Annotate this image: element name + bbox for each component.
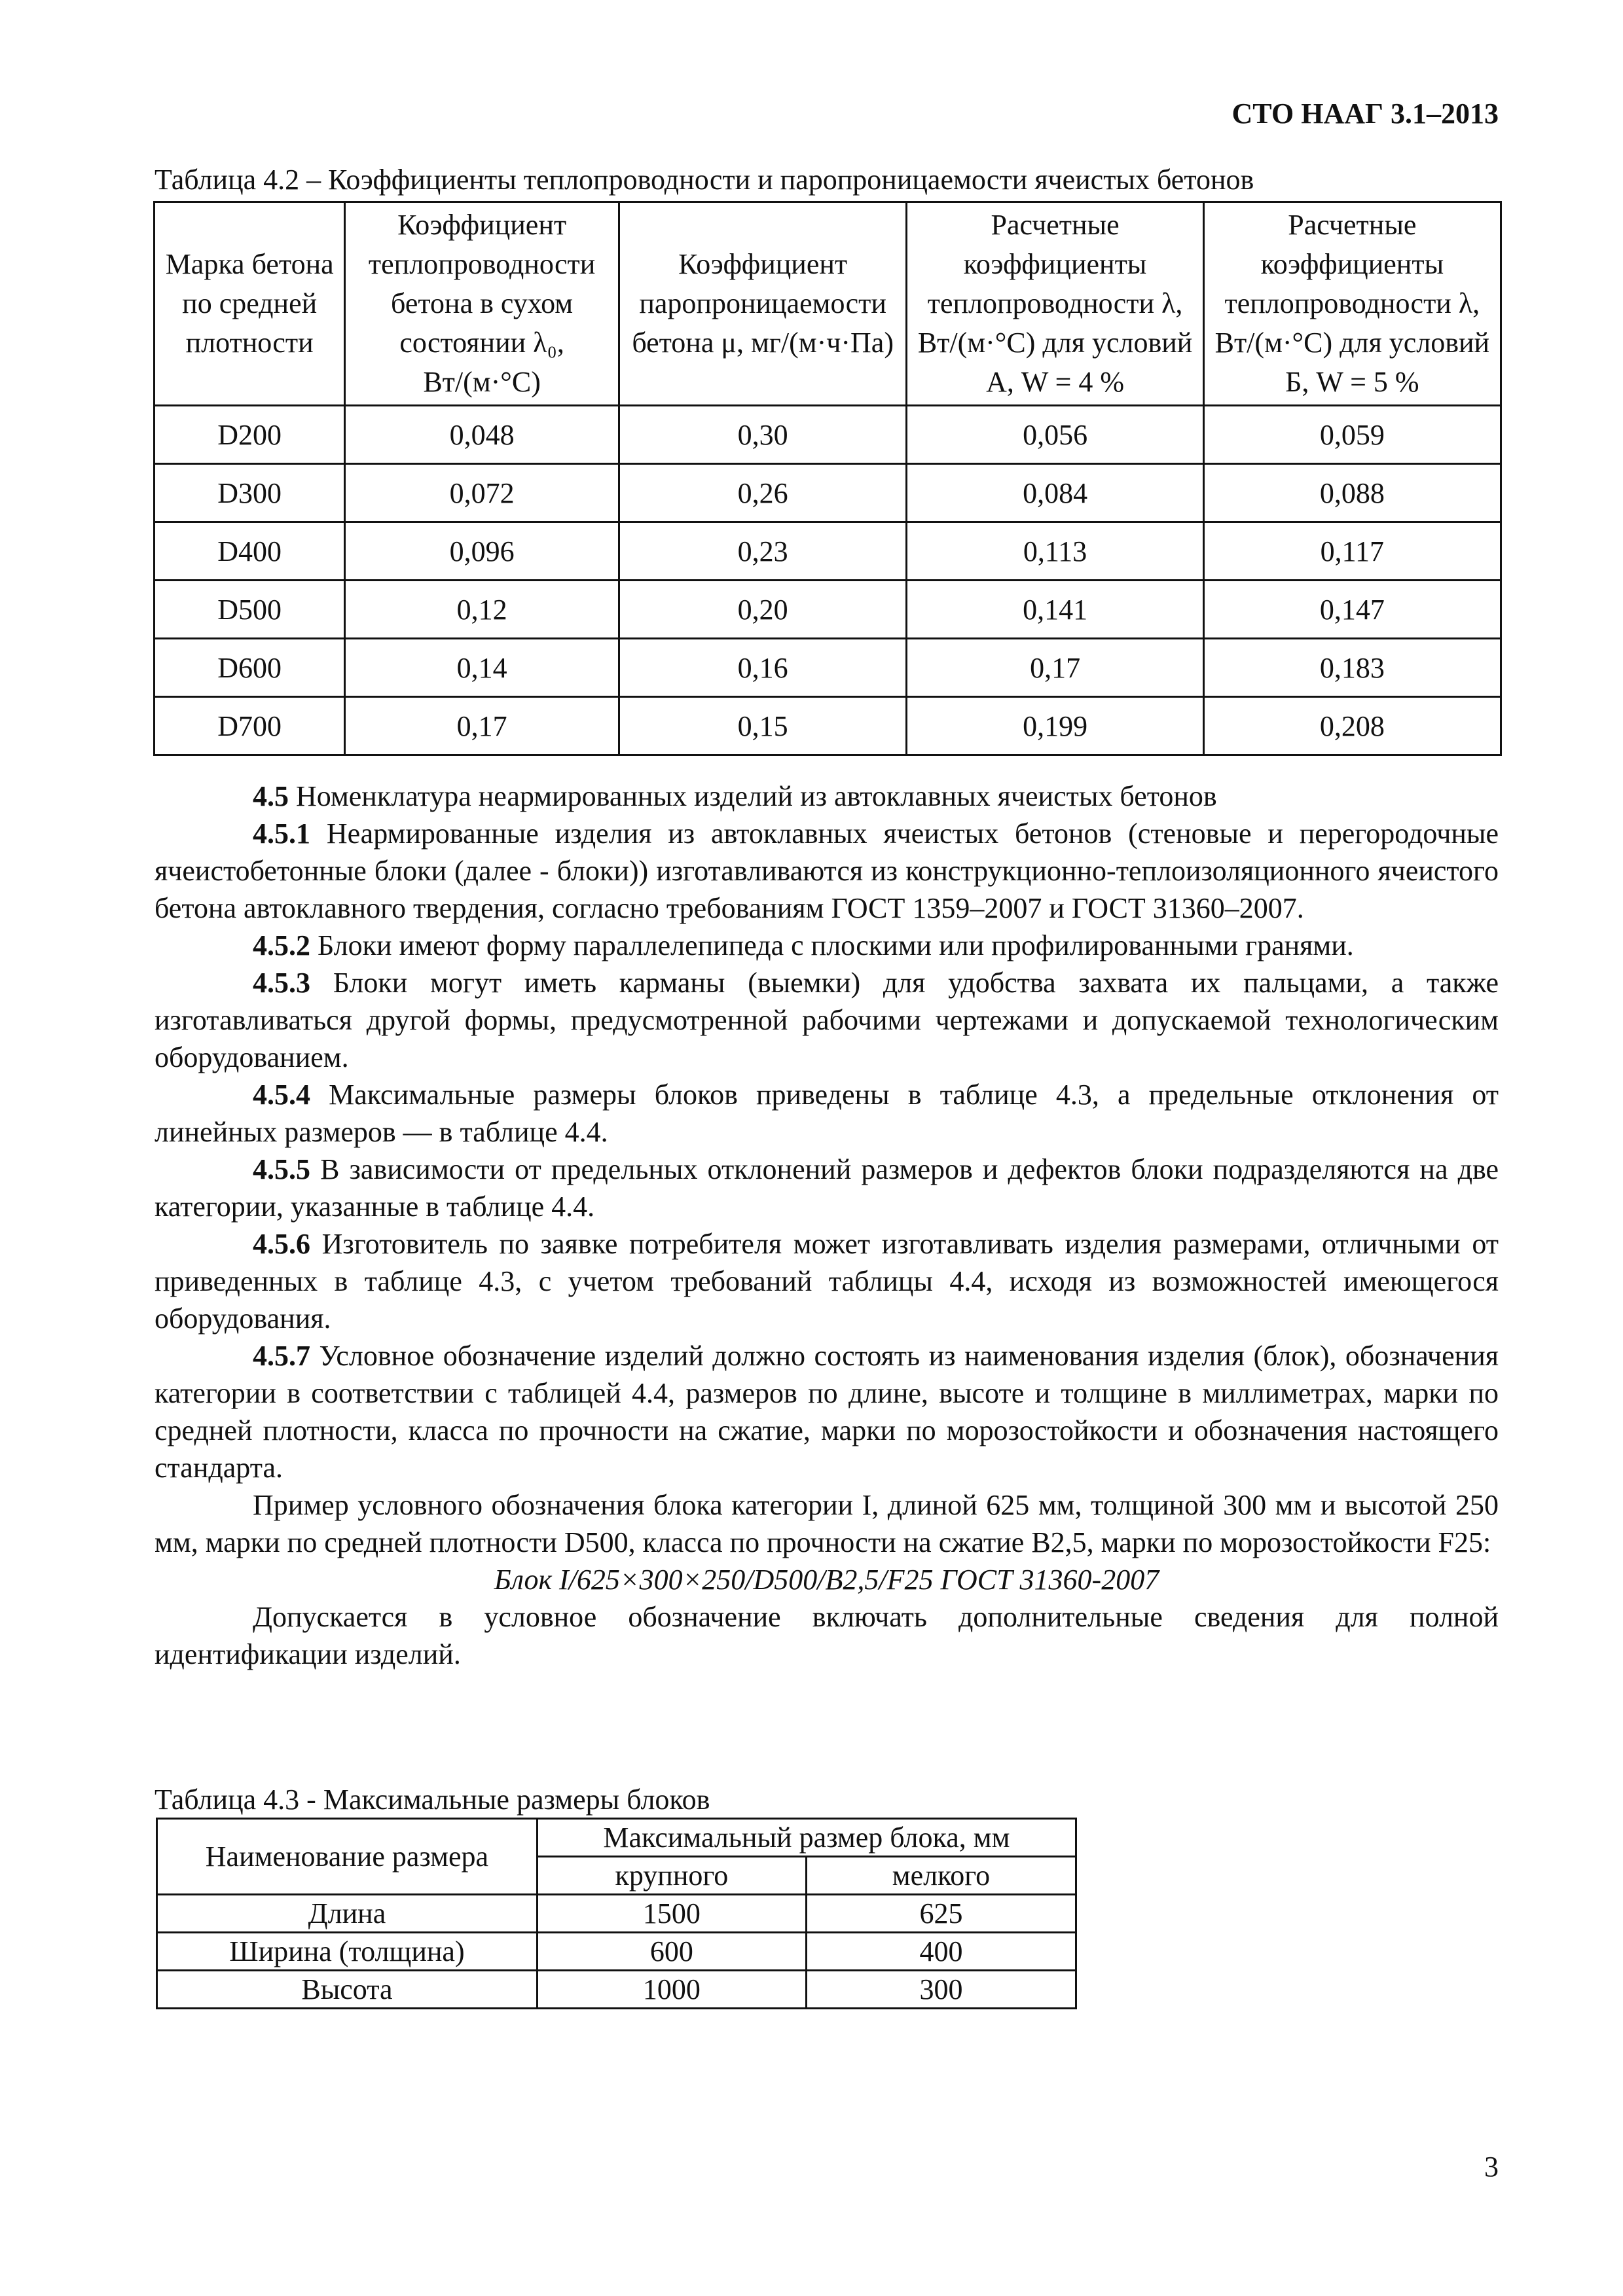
table-cell: Ширина (толщина) [157,1933,538,1971]
table-cell: 0,048 [345,406,619,464]
table-cell: 300 [806,1971,1076,2009]
table-cell: 0,26 [619,464,907,522]
table-cell: Высота [157,1971,538,2009]
table-cell: 0,084 [907,464,1203,522]
table-4-3-header-row [157,1819,1076,1857]
table-cell: 0,20 [619,581,907,639]
table-4-2-header-cell: Коэффициент теплопроводности бетона в сухом состоянии λ₀, Вт/(м·°С) [345,202,619,406]
table-4-2-header-cell: Расчетные коэффициенты теплопроводности λ, Вт/(м·°С) для условий Б, W = 5 % [1203,202,1501,406]
section-number: 4.5.7 [253,1340,310,1372]
paragraph-text: Неармированные изделия из автоклавных ячеистых бетонов (стеновые и перегородочные ячеистобетонные блоки (далее - блоки)) изготавливаются из конструкционно-теплоизоляционного ячеистого бетона автоклавного твердения, согласно требованиям ГОСТ 1359–2007 и ГОСТ 31360–2007. [155,817,1499,924]
section-number: 4.5.2 [253,929,310,961]
section-number: 4.5.1 [253,817,310,850]
table-cell: 625 [806,1895,1076,1933]
table-cell: 0,23 [619,522,907,581]
table-4-3-header-cell: крупного [537,1857,806,1895]
paragraph-text: Блоки имеют форму параллелепипеда с плоскими или профилированными гранями. [310,929,1354,961]
paragraph-text: Пример условного обозначения блока категории I, длиной 625 мм, толщиной 300 мм и высотой 250 мм, марки по средней плотности D500, класса по прочности на сжатие В2,5, марки по морозостойкости F25: [155,1489,1499,1558]
section-number: 4.5 [253,780,289,812]
paragraph-text: Номенклатура неармированных изделий из автоклавных ячеистых бетонов [289,780,1217,812]
table-cell: 0,14 [345,639,619,697]
table-cell: D400 [155,522,345,581]
table-cell: 0,12 [345,581,619,639]
table-4-2-header-row [155,202,1501,406]
table-row [155,522,1501,581]
table-4-2 [153,201,1502,756]
paragraph-text: В зависимости от предельных отклонений размеров и дефектов блоки подразделяются на две категории, указанные в таблице 4.4. [155,1153,1499,1223]
table-cell: 600 [537,1933,806,1971]
section-number: 4.5.6 [253,1228,310,1260]
table-cell: D600 [155,639,345,697]
table-cell: 0,113 [907,522,1203,581]
paragraph [155,1151,1499,1225]
table-row [155,639,1501,697]
table-cell: 0,059 [1203,406,1501,464]
table-row [155,464,1501,522]
table-4-3-header-cell: мелкого [806,1857,1076,1895]
document-body [155,778,1499,1673]
table-cell: 0,17 [345,697,619,755]
table-cell: 0,30 [619,406,907,464]
table-cell: 0,17 [907,639,1203,697]
table-row [157,1933,1076,1971]
table-cell: D200 [155,406,345,464]
paragraph [155,927,1499,964]
table-row [157,1895,1076,1933]
table-cell: 0,088 [1203,464,1501,522]
paragraph: Допускается в условное обозначение включать дополнительные сведения для полной идентификации изделий. [155,1601,1499,1670]
table-4-2-caption: Таблица 4.2 – Коэффициенты теплопроводности и паропроницаемости ячеистых бетонов [155,164,1254,196]
table-cell: 0,15 [619,697,907,755]
table-row [155,581,1501,639]
table-cell: 0,183 [1203,639,1501,697]
paragraph [155,815,1499,927]
table-4-2-header-cell: Коэффициент паропроницаемости бетона μ, мг/(м·ч·Па) [619,202,907,406]
table-cell: D700 [155,697,345,755]
section-number: 4.5.4 [253,1079,310,1111]
table-cell: 0,072 [345,464,619,522]
paragraph-text: Условное обозначение изделий должно состоять из наименования изделия (блок), обозначения категории в соответствии с таблицей 4.4, размеров по длине, высоте и толщине в миллиметрах, марки по средней плотности, класса по прочности на сжатие, марки по морозостойкости и обозначения настоящего стандарта. [155,1340,1499,1484]
table-cell: 0,056 [907,406,1203,464]
table-cell: 0,147 [1203,581,1501,639]
section-number: 4.5.3 [253,967,310,999]
table-cell: 0,096 [345,522,619,581]
table-cell: 400 [806,1933,1076,1971]
paragraph [155,778,1499,815]
table-cell: Длина [157,1895,538,1933]
paragraph [155,1225,1499,1337]
table-4-3 [156,1818,1077,2009]
paragraph-text: Блоки могут иметь карманы (выемки) для удобства захвата их пальцами, а также изготавливаться другой формы, предусмотренной рабочими чертежами и допускаемой технологическим оборудованием. [155,967,1499,1073]
table-cell: 0,117 [1203,522,1501,581]
page-number: 3 [1484,2151,1499,2183]
designation-example: Блок I/625×300×250/D500/B2,5/F25 ГОСТ 31360-2007 [494,1564,1159,1596]
table-4-3-header-cell: Максимальный размер блока, мм [537,1819,1076,1857]
table-4-2-header-cell: Марка бетона по средней плотности [155,202,345,406]
table-4-3-header-cell: Наименование размера [157,1819,538,1895]
paragraph-text: Максимальные размеры блоков приведены в таблице 4.3, а предельные отклонения от линейных размеров — в таблице 4.4. [155,1079,1499,1148]
table-cell: 1500 [537,1895,806,1933]
table-cell: D500 [155,581,345,639]
paragraph [155,1076,1499,1151]
table-4-2-header-cell: Расчетные коэффициенты теплопроводности λ, Вт/(м·°С) для условий А, W = 4 % [907,202,1203,406]
table-cell: D300 [155,464,345,522]
table-row [157,1971,1076,2009]
table-4-3-caption: Таблица 4.3 - Максимальные размеры блоков [155,1784,710,1816]
paragraph [155,1337,1499,1486]
table-cell: 0,141 [907,581,1203,639]
table-cell: 1000 [537,1971,806,2009]
paragraph [155,1486,1499,1561]
document-header: СТО НААГ 3.1–2013 [1231,98,1499,130]
table-cell: 0,16 [619,639,907,697]
table-row [155,697,1501,755]
table-row [155,406,1501,464]
section-number: 4.5.5 [253,1153,310,1185]
paragraph [155,964,1499,1076]
table-cell: 0,199 [907,697,1203,755]
table-cell: 0,208 [1203,697,1501,755]
paragraph-text: Изготовитель по заявке потребителя может изготавливать изделия размерами, отличными от приведенных в таблице 4.3, с учетом требований таблицы 4.4, исходя из возможностей имеющегося оборудования. [155,1228,1499,1335]
